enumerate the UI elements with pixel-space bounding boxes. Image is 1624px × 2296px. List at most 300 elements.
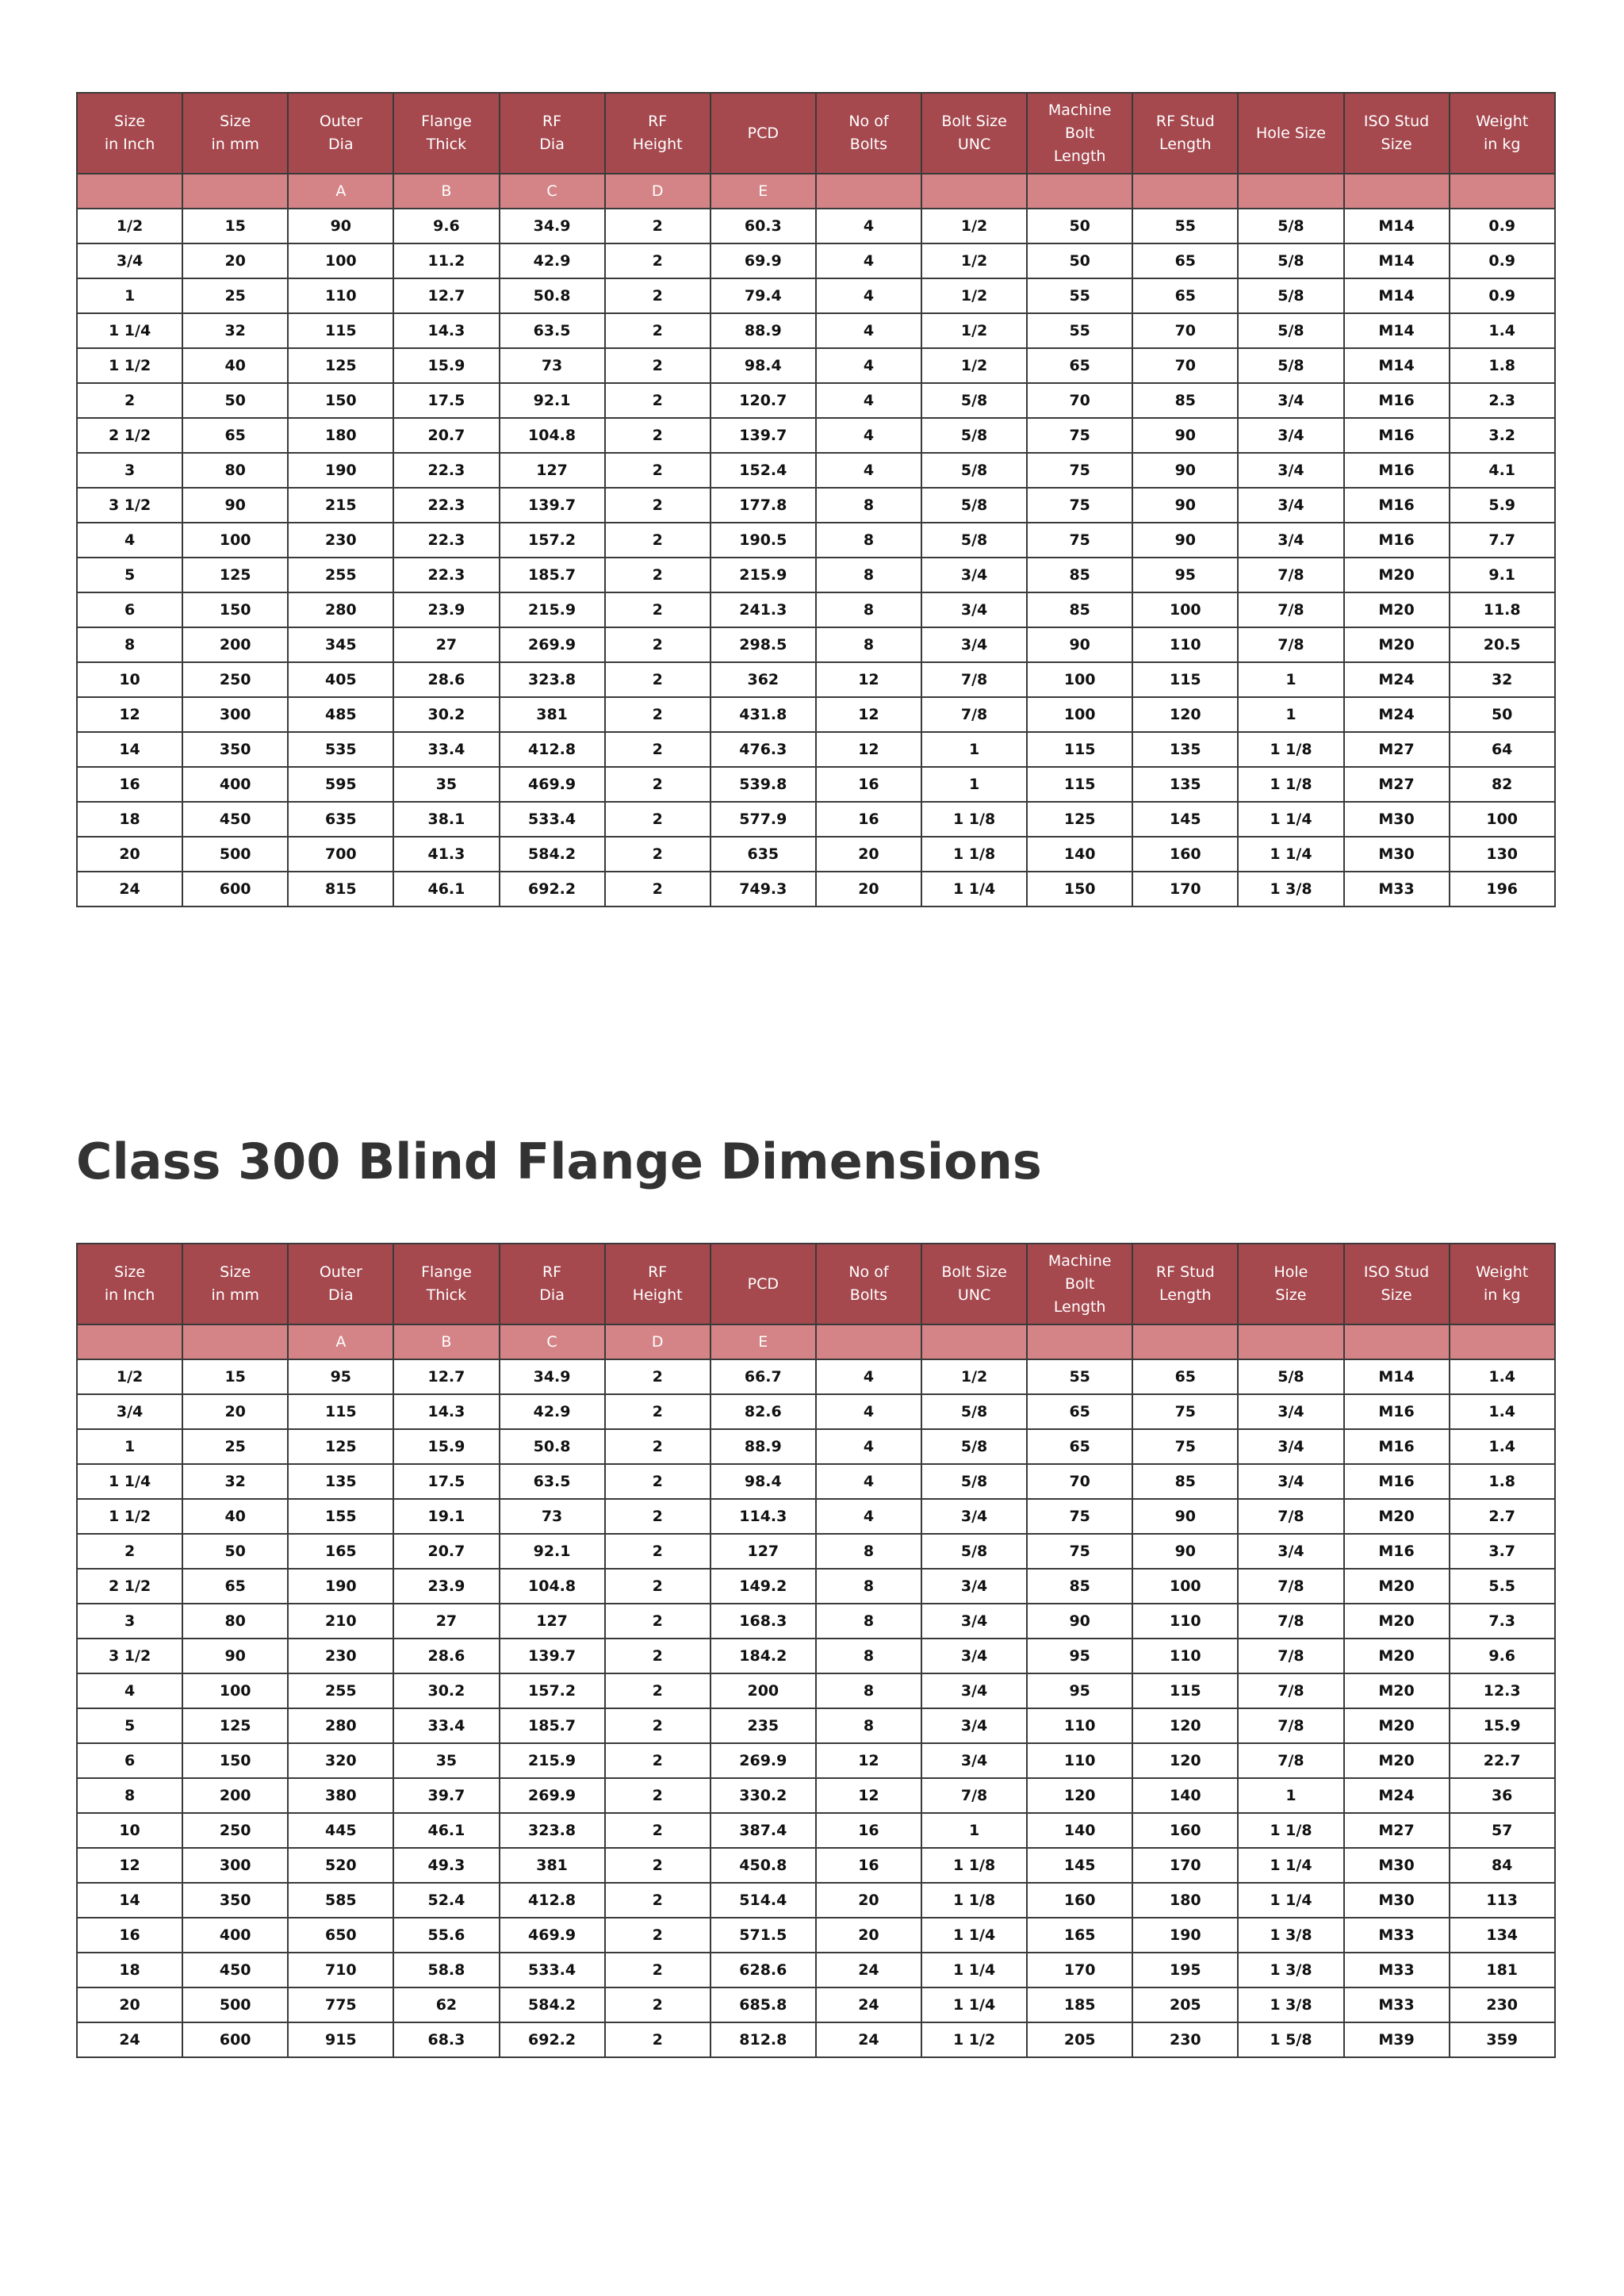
table-cell: 5.5 bbox=[1450, 1569, 1555, 1604]
column-header-line: RF Stud bbox=[1155, 1263, 1215, 1281]
table-cell: 32 bbox=[182, 1464, 288, 1499]
column-header bbox=[393, 93, 499, 174]
table-cell: 57 bbox=[1450, 1813, 1555, 1848]
dimension-letter bbox=[921, 174, 1027, 209]
column-header bbox=[77, 93, 182, 174]
table-cell: M33 bbox=[1344, 872, 1450, 907]
dimension-letter bbox=[1450, 174, 1555, 209]
table-cell: 12.3 bbox=[1450, 1673, 1555, 1708]
table-row bbox=[77, 1429, 1555, 1464]
table-cell: 139.7 bbox=[500, 1639, 605, 1673]
table-cell: 2 bbox=[605, 348, 710, 383]
table-cell: 20 bbox=[816, 872, 921, 907]
table-cell: 205 bbox=[1027, 2022, 1132, 2057]
table-cell: 1 1/4 bbox=[77, 313, 182, 348]
table-cell: 8 bbox=[816, 558, 921, 592]
table-body bbox=[77, 209, 1555, 907]
table-cell: 5/8 bbox=[921, 523, 1027, 558]
table-cell: 1 1/4 bbox=[1238, 1883, 1343, 1918]
table-cell: 1 bbox=[77, 1429, 182, 1464]
table-cell: 3/4 bbox=[921, 1639, 1027, 1673]
table-cell: 100 bbox=[1027, 697, 1132, 732]
table-cell: 255 bbox=[288, 558, 393, 592]
table-cell: 25 bbox=[182, 1429, 288, 1464]
table-cell: 323.8 bbox=[500, 1813, 605, 1848]
table-cell: 170 bbox=[1132, 872, 1238, 907]
column-header-line: Bolt Size bbox=[941, 113, 1007, 130]
table-cell: 115 bbox=[288, 1394, 393, 1429]
table-cell: 200 bbox=[182, 627, 288, 662]
column-header-line: Size bbox=[220, 1263, 251, 1281]
table-cell: 49.3 bbox=[393, 1848, 499, 1883]
table-cell: 150 bbox=[182, 592, 288, 627]
table-cell: 1.4 bbox=[1450, 313, 1555, 348]
table-cell: 39.7 bbox=[393, 1778, 499, 1813]
table-cell: 2 bbox=[77, 1534, 182, 1569]
table-cell: M16 bbox=[1344, 453, 1450, 488]
table-cell: 4 bbox=[816, 1499, 921, 1534]
column-header bbox=[1238, 93, 1343, 174]
table-cell: 10 bbox=[77, 662, 182, 697]
table-cell: 3/4 bbox=[921, 1569, 1027, 1604]
table-cell: 104.8 bbox=[500, 418, 605, 453]
column-header-line: Outer bbox=[319, 113, 362, 130]
table-cell: 320 bbox=[288, 1743, 393, 1778]
table-cell: 20 bbox=[816, 1883, 921, 1918]
table-cell: 40 bbox=[182, 1499, 288, 1534]
table-cell: 115 bbox=[1027, 732, 1132, 767]
table-cell: 65 bbox=[182, 1569, 288, 1604]
column-header-line: Weight bbox=[1476, 113, 1529, 130]
column-header-line: PCD bbox=[747, 124, 779, 142]
table-cell: 1/2 bbox=[921, 278, 1027, 313]
table-cell: 34.9 bbox=[500, 209, 605, 243]
table-cell: 110 bbox=[288, 278, 393, 313]
table-cell: 125 bbox=[182, 558, 288, 592]
table-cell: 50 bbox=[182, 1534, 288, 1569]
table-cell: 8 bbox=[816, 1708, 921, 1743]
table-cell: 6 bbox=[77, 592, 182, 627]
table-cell: 255 bbox=[288, 1673, 393, 1708]
table-cell: 36 bbox=[1450, 1778, 1555, 1813]
table-cell: 1/2 bbox=[77, 1359, 182, 1394]
table-cell: 140 bbox=[1132, 1778, 1238, 1813]
table-cell: 55.6 bbox=[393, 1918, 499, 1953]
table-cell: 75 bbox=[1027, 1499, 1132, 1534]
table-cell: 12 bbox=[816, 1743, 921, 1778]
table-cell: 2 bbox=[605, 418, 710, 453]
column-header bbox=[1027, 1244, 1132, 1324]
table-cell: 85 bbox=[1132, 383, 1238, 418]
table-cell: 2 bbox=[605, 802, 710, 837]
table-cell: 84 bbox=[1450, 1848, 1555, 1883]
table-cell: 4 bbox=[816, 418, 921, 453]
table-cell: 28.6 bbox=[393, 662, 499, 697]
table-cell: 5/8 bbox=[1238, 348, 1343, 383]
table-cell: 1 bbox=[1238, 697, 1343, 732]
table-cell: 82 bbox=[1450, 767, 1555, 802]
table-cell: 7/8 bbox=[1238, 1639, 1343, 1673]
dimension-letter bbox=[816, 1324, 921, 1359]
table-cell: 65 bbox=[1027, 1429, 1132, 1464]
table-cell: 1.8 bbox=[1450, 348, 1555, 383]
table-cell: 469.9 bbox=[500, 767, 605, 802]
table-cell: 170 bbox=[1132, 1848, 1238, 1883]
table-cell: 280 bbox=[288, 592, 393, 627]
table-cell: 100 bbox=[288, 243, 393, 278]
table-row bbox=[77, 243, 1555, 278]
table-cell: 7/8 bbox=[1238, 1743, 1343, 1778]
table-cell: 130 bbox=[1450, 837, 1555, 872]
table-cell: 2 bbox=[605, 592, 710, 627]
table-cell: 33.4 bbox=[393, 732, 499, 767]
table-row bbox=[77, 697, 1555, 732]
table-cell: 155 bbox=[288, 1499, 393, 1534]
table-cell: 2 bbox=[605, 278, 710, 313]
table-cell: 4 bbox=[77, 523, 182, 558]
table-cell: 381 bbox=[500, 1848, 605, 1883]
table-cell: M30 bbox=[1344, 1848, 1450, 1883]
table-cell: 1/2 bbox=[921, 348, 1027, 383]
table-cell: 42.9 bbox=[500, 243, 605, 278]
table-cell: 7/8 bbox=[1238, 1604, 1343, 1639]
table-cell: 52.4 bbox=[393, 1883, 499, 1918]
column-header-line: RF bbox=[648, 113, 668, 130]
table-cell: 50.8 bbox=[500, 1429, 605, 1464]
table-cell: 628.6 bbox=[710, 1953, 816, 1987]
table-cell: 0.9 bbox=[1450, 278, 1555, 313]
table-cell: 65 bbox=[1027, 348, 1132, 383]
table-row bbox=[77, 2022, 1555, 2057]
column-header-line: ISO Stud bbox=[1363, 1263, 1430, 1281]
table-cell: 90 bbox=[1132, 523, 1238, 558]
table-cell: 298.5 bbox=[710, 627, 816, 662]
table-cell: 150 bbox=[1027, 872, 1132, 907]
table-cell: M30 bbox=[1344, 1883, 1450, 1918]
table-cell: 533.4 bbox=[500, 802, 605, 837]
table-cell: 1 3/8 bbox=[1238, 872, 1343, 907]
table-cell: 2 bbox=[605, 558, 710, 592]
table-cell: 4 bbox=[816, 278, 921, 313]
table-cell: M33 bbox=[1344, 1953, 1450, 1987]
table-cell: 157.2 bbox=[500, 1673, 605, 1708]
table-cell: 157.2 bbox=[500, 523, 605, 558]
table-cell: 5/8 bbox=[921, 488, 1027, 523]
table-cell: 450 bbox=[182, 1953, 288, 1987]
table-cell: 184.2 bbox=[710, 1639, 816, 1673]
dimension-letter-row bbox=[77, 174, 1555, 209]
table-cell: 2 bbox=[605, 488, 710, 523]
table-cell: 12 bbox=[816, 1778, 921, 1813]
table-cell: 196 bbox=[1450, 872, 1555, 907]
column-header-line: Weight bbox=[1476, 1263, 1529, 1281]
table-cell: M16 bbox=[1344, 1394, 1450, 1429]
table-cell: 7/8 bbox=[1238, 1569, 1343, 1604]
table-row bbox=[77, 1848, 1555, 1883]
table-cell: 4 bbox=[816, 348, 921, 383]
table-cell: 533.4 bbox=[500, 1953, 605, 1987]
table-cell: 75 bbox=[1027, 418, 1132, 453]
table-row bbox=[77, 1953, 1555, 1987]
table-cell: 185 bbox=[1027, 1987, 1132, 2022]
table-cell: 16 bbox=[816, 1813, 921, 1848]
table-cell: M20 bbox=[1344, 1639, 1450, 1673]
table-cell: 90 bbox=[182, 488, 288, 523]
table-cell: 190 bbox=[288, 1569, 393, 1604]
table-cell: 55 bbox=[1132, 209, 1238, 243]
table-cell: 15.9 bbox=[1450, 1708, 1555, 1743]
table-cell: 3/4 bbox=[1238, 1534, 1343, 1569]
column-header-line: Bolts bbox=[849, 136, 888, 153]
dimension-letter bbox=[77, 1324, 182, 1359]
table-cell: 185.7 bbox=[500, 558, 605, 592]
table-cell: 177.8 bbox=[710, 488, 816, 523]
table-cell: 3.2 bbox=[1450, 418, 1555, 453]
table-cell: 20 bbox=[77, 837, 182, 872]
table-cell: 8 bbox=[816, 592, 921, 627]
table-cell: 584.2 bbox=[500, 837, 605, 872]
table-cell: 90 bbox=[1132, 1534, 1238, 1569]
table-cell: 85 bbox=[1132, 1464, 1238, 1499]
table-cell: 85 bbox=[1027, 1569, 1132, 1604]
dimension-letter bbox=[1132, 174, 1238, 209]
table-row bbox=[77, 732, 1555, 767]
table-cell: 2 bbox=[605, 1848, 710, 1883]
table-cell: 300 bbox=[182, 697, 288, 732]
table-cell: 2 bbox=[605, 662, 710, 697]
table-cell: 127 bbox=[710, 1534, 816, 1569]
table-cell: 75 bbox=[1027, 488, 1132, 523]
class-300-blind-flange-dimension-table bbox=[76, 1243, 1556, 2058]
table-cell: 4 bbox=[816, 453, 921, 488]
table-cell: 5/8 bbox=[921, 1394, 1027, 1429]
table-cell: M20 bbox=[1344, 1708, 1450, 1743]
table-cell: 5/8 bbox=[921, 453, 1027, 488]
table-cell: 55 bbox=[1027, 1359, 1132, 1394]
table-cell: 1/2 bbox=[921, 1359, 1027, 1394]
table-cell: 1 bbox=[77, 278, 182, 313]
dimension-letter bbox=[1344, 1324, 1450, 1359]
table-cell: 500 bbox=[182, 1987, 288, 2022]
table-cell: 120 bbox=[1132, 1743, 1238, 1778]
table-cell: 22.3 bbox=[393, 453, 499, 488]
table-row bbox=[77, 802, 1555, 837]
column-header-line: Dia bbox=[328, 1286, 354, 1304]
table-cell: 1 1/4 bbox=[1238, 837, 1343, 872]
table-cell: 685.8 bbox=[710, 1987, 816, 2022]
table-cell: M30 bbox=[1344, 837, 1450, 872]
table-cell: 1 1/8 bbox=[1238, 732, 1343, 767]
column-header-line: Bolt Size bbox=[941, 1263, 1007, 1281]
table-cell: M24 bbox=[1344, 662, 1450, 697]
table-cell: 100 bbox=[182, 523, 288, 558]
table-cell: 5/8 bbox=[1238, 278, 1343, 313]
table-cell: 63.5 bbox=[500, 313, 605, 348]
column-header-line: No of bbox=[848, 113, 889, 130]
table-cell: 215.9 bbox=[500, 1743, 605, 1778]
table-cell: 41.3 bbox=[393, 837, 499, 872]
table-cell: 535 bbox=[288, 732, 393, 767]
table-cell: 2 bbox=[605, 1394, 710, 1429]
dimension-letter bbox=[1344, 174, 1450, 209]
table-cell: 250 bbox=[182, 662, 288, 697]
table-row bbox=[77, 523, 1555, 558]
table-cell: 577.9 bbox=[710, 802, 816, 837]
table-cell: 14.3 bbox=[393, 313, 499, 348]
dimension-letter bbox=[921, 1324, 1027, 1359]
table-cell: 11.2 bbox=[393, 243, 499, 278]
table-cell: 7/8 bbox=[1238, 592, 1343, 627]
table-cell: 28.6 bbox=[393, 1639, 499, 1673]
table-cell: 110 bbox=[1132, 1604, 1238, 1639]
table-cell: 412.8 bbox=[500, 732, 605, 767]
column-header-line: Bolt bbox=[1064, 124, 1095, 142]
table-cell: 3 1/2 bbox=[77, 488, 182, 523]
table-cell: 160 bbox=[1027, 1883, 1132, 1918]
table-cell: 16 bbox=[816, 802, 921, 837]
table-cell: 230 bbox=[1132, 2022, 1238, 2057]
table-cell: 73 bbox=[500, 348, 605, 383]
table-cell: 12 bbox=[816, 662, 921, 697]
column-header bbox=[1344, 1244, 1450, 1324]
table-cell: 27 bbox=[393, 1604, 499, 1639]
table-cell: 405 bbox=[288, 662, 393, 697]
table-row bbox=[77, 488, 1555, 523]
table-cell: 200 bbox=[710, 1673, 816, 1708]
table-cell: 12.7 bbox=[393, 278, 499, 313]
table-cell: 16 bbox=[816, 767, 921, 802]
table-cell: 5/8 bbox=[921, 1464, 1027, 1499]
table-cell: 200 bbox=[182, 1778, 288, 1813]
table-cell: 2 bbox=[77, 383, 182, 418]
table-cell: 2 bbox=[605, 1673, 710, 1708]
table-cell: M16 bbox=[1344, 488, 1450, 523]
table-cell: 24 bbox=[77, 2022, 182, 2057]
table-cell: 2 bbox=[605, 837, 710, 872]
column-header bbox=[182, 93, 288, 174]
table-row bbox=[77, 558, 1555, 592]
table-cell: 5/8 bbox=[921, 1534, 1027, 1569]
table-cell: 485 bbox=[288, 697, 393, 732]
table-cell: 127 bbox=[500, 453, 605, 488]
dimension-letter: A bbox=[288, 1324, 393, 1359]
table-cell: 1/2 bbox=[921, 313, 1027, 348]
dimension-letter-row bbox=[77, 1324, 1555, 1359]
table-row bbox=[77, 1673, 1555, 1708]
table-cell: 75 bbox=[1132, 1394, 1238, 1429]
table-cell: 95 bbox=[1027, 1673, 1132, 1708]
table-cell: 692.2 bbox=[500, 872, 605, 907]
table-cell: 8 bbox=[816, 627, 921, 662]
table-cell: 7/8 bbox=[1238, 1708, 1343, 1743]
table-cell: 3/4 bbox=[1238, 1464, 1343, 1499]
table-cell: 100 bbox=[1450, 802, 1555, 837]
table-cell: 2 bbox=[605, 1987, 710, 2022]
table-cell: 2 bbox=[605, 1604, 710, 1639]
column-header-line: UNC bbox=[957, 136, 991, 153]
table-cell: M16 bbox=[1344, 383, 1450, 418]
table-cell: M14 bbox=[1344, 313, 1450, 348]
column-header-line: RF bbox=[542, 1263, 562, 1281]
column-header-line: Dia bbox=[328, 136, 354, 153]
table-cell: 75 bbox=[1027, 1534, 1132, 1569]
column-header-line: Height bbox=[632, 136, 683, 153]
table-cell: 710 bbox=[288, 1953, 393, 1987]
column-header bbox=[605, 1244, 710, 1324]
table-cell: 230 bbox=[288, 1639, 393, 1673]
table-cell: 230 bbox=[288, 523, 393, 558]
table-cell: 50 bbox=[182, 383, 288, 418]
table-cell: 380 bbox=[288, 1778, 393, 1813]
column-header bbox=[500, 93, 605, 174]
dimension-letter: A bbox=[288, 174, 393, 209]
table-cell: 120 bbox=[1132, 1708, 1238, 1743]
table-cell: 0.9 bbox=[1450, 243, 1555, 278]
table-cell: 190 bbox=[288, 453, 393, 488]
table-cell: 215.9 bbox=[710, 558, 816, 592]
table-cell: 75 bbox=[1027, 453, 1132, 488]
table-row bbox=[77, 1813, 1555, 1848]
column-header-line: in mm bbox=[211, 1286, 259, 1304]
table-cell: 412.8 bbox=[500, 1883, 605, 1918]
table-cell: 24 bbox=[77, 872, 182, 907]
column-header-line: Size bbox=[114, 113, 146, 130]
table-cell: 90 bbox=[182, 1639, 288, 1673]
table-cell: 362 bbox=[710, 662, 816, 697]
table-row bbox=[77, 1464, 1555, 1499]
table-cell: 195 bbox=[1132, 1953, 1238, 1987]
table-cell: 1 1/4 bbox=[1238, 1848, 1343, 1883]
table-cell: M33 bbox=[1344, 1918, 1450, 1953]
table-cell: M27 bbox=[1344, 767, 1450, 802]
table-cell: 114.3 bbox=[710, 1499, 816, 1534]
table-cell: 10 bbox=[77, 1813, 182, 1848]
column-header-line: Length bbox=[1053, 1297, 1106, 1316]
table-cell: 2 bbox=[605, 453, 710, 488]
table-cell: 22.3 bbox=[393, 558, 499, 592]
table-cell: 113 bbox=[1450, 1883, 1555, 1918]
table-cell: M20 bbox=[1344, 1569, 1450, 1604]
table-cell: 210 bbox=[288, 1604, 393, 1639]
column-header-line: RF bbox=[648, 1263, 668, 1281]
table-cell: 70 bbox=[1132, 313, 1238, 348]
table-cell: 571.5 bbox=[710, 1918, 816, 1953]
table-cell: 85 bbox=[1027, 592, 1132, 627]
table-cell: 12 bbox=[816, 732, 921, 767]
column-header bbox=[1344, 93, 1450, 174]
table-cell: 150 bbox=[288, 383, 393, 418]
table-cell: 775 bbox=[288, 1987, 393, 2022]
table-cell: 2 bbox=[605, 243, 710, 278]
column-header bbox=[816, 93, 921, 174]
section-title: Class 300 Blind Flange Dimensions bbox=[76, 1133, 1042, 1190]
column-header-line: Hole bbox=[1274, 1263, 1308, 1281]
table-cell: 585 bbox=[288, 1883, 393, 1918]
table-cell: 140 bbox=[1027, 837, 1132, 872]
table-cell: 88.9 bbox=[710, 1429, 816, 1464]
column-header-line: Height bbox=[632, 1286, 683, 1304]
column-header bbox=[710, 93, 816, 174]
table-cell: 20.7 bbox=[393, 1534, 499, 1569]
table-cell: 98.4 bbox=[710, 1464, 816, 1499]
table-cell: 135 bbox=[1132, 767, 1238, 802]
column-header bbox=[921, 1244, 1027, 1324]
table-cell: 215.9 bbox=[500, 592, 605, 627]
table-cell: 539.8 bbox=[710, 767, 816, 802]
table-cell: 70 bbox=[1027, 1464, 1132, 1499]
column-header bbox=[1132, 93, 1238, 174]
table-cell: 431.8 bbox=[710, 697, 816, 732]
